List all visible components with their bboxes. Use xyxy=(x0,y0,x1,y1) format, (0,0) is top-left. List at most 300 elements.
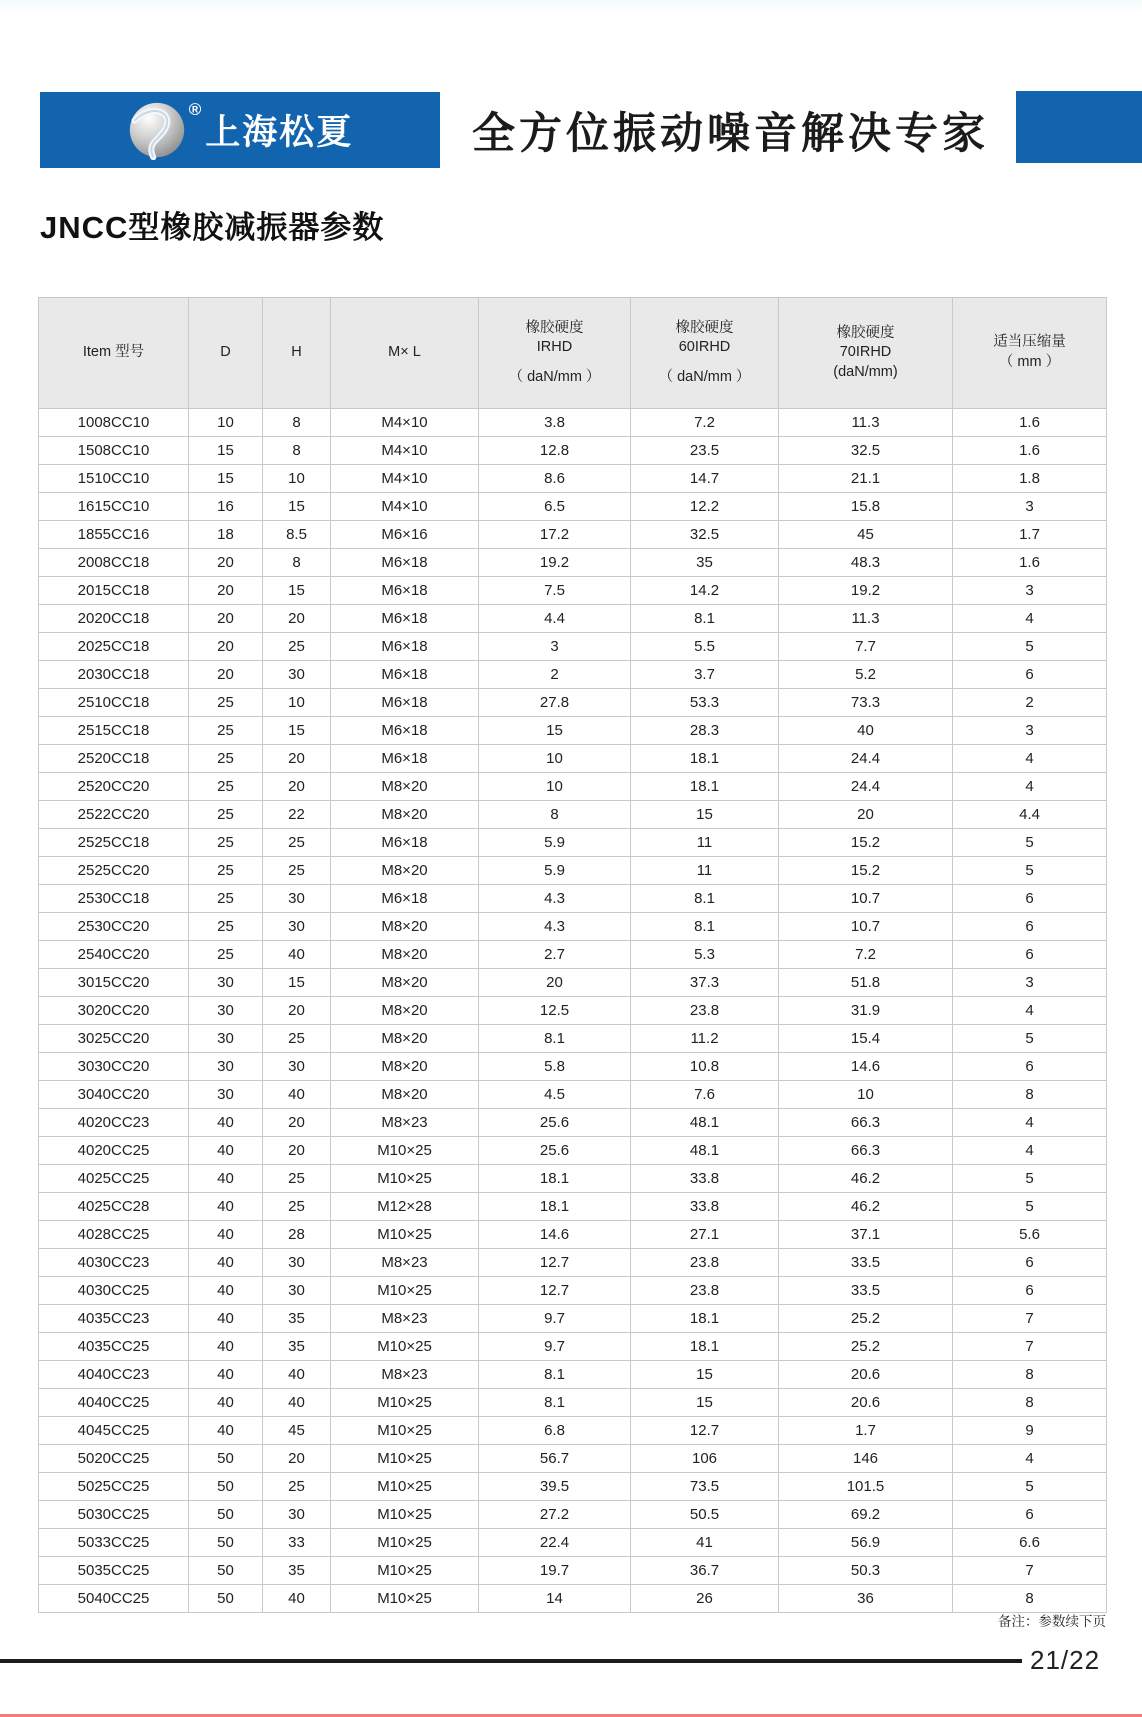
cell-irhd: 9.7 xyxy=(479,1305,631,1333)
table-row xyxy=(39,1277,1107,1305)
cell-compression: 6 xyxy=(953,1053,1107,1081)
cell-irhd: 9.7 xyxy=(479,1333,631,1361)
cell-d: 50 xyxy=(189,1557,263,1585)
cell-irhd: 3 xyxy=(479,633,631,661)
cell-h: 25 xyxy=(263,857,331,885)
cell-irhd60: 48.1 xyxy=(631,1137,779,1165)
cell-h: 30 xyxy=(263,885,331,913)
cell-d: 30 xyxy=(189,969,263,997)
cell-irhd70: 10 xyxy=(779,1081,953,1109)
cell-item: 1508CC10 xyxy=(39,437,189,465)
cell-d: 25 xyxy=(189,885,263,913)
cell-item: 1008CC10 xyxy=(39,409,189,437)
table-row xyxy=(39,829,1107,857)
cell-h: 15 xyxy=(263,969,331,997)
table-row xyxy=(39,689,1107,717)
cell-h: 30 xyxy=(263,1249,331,1277)
cell-d: 40 xyxy=(189,1333,263,1361)
cell-mxl: M4×10 xyxy=(331,465,479,493)
cell-compression: 6 xyxy=(953,913,1107,941)
cell-irhd70: 48.3 xyxy=(779,549,953,577)
cell-item: 2008CC18 xyxy=(39,549,189,577)
cell-item: 2520CC20 xyxy=(39,773,189,801)
cell-mxl: M8×20 xyxy=(331,913,479,941)
cell-item: 2530CC18 xyxy=(39,885,189,913)
cell-item: 2020CC18 xyxy=(39,605,189,633)
table-row xyxy=(39,885,1107,913)
cell-compression: 3 xyxy=(953,969,1107,997)
cell-irhd60: 26 xyxy=(631,1585,779,1613)
cell-h: 30 xyxy=(263,1053,331,1081)
cell-mxl: M10×25 xyxy=(331,1221,479,1249)
cell-irhd: 14.6 xyxy=(479,1221,631,1249)
cell-irhd70: 73.3 xyxy=(779,689,953,717)
cell-irhd60: 48.1 xyxy=(631,1109,779,1137)
cell-irhd: 4.3 xyxy=(479,885,631,913)
cell-h: 8 xyxy=(263,549,331,577)
table-row xyxy=(39,773,1107,801)
col-header-compression: 适当压缩量 （ mm ） xyxy=(953,298,1107,409)
cell-h: 40 xyxy=(263,1081,331,1109)
cell-compression: 8 xyxy=(953,1081,1107,1109)
cell-irhd: 27.8 xyxy=(479,689,631,717)
cell-d: 20 xyxy=(189,633,263,661)
cell-d: 40 xyxy=(189,1277,263,1305)
page-number: 21/22 xyxy=(1030,1645,1101,1675)
cell-h: 30 xyxy=(263,1501,331,1529)
table-row xyxy=(39,1585,1107,1613)
cell-item: 4025CC28 xyxy=(39,1193,189,1221)
cell-irhd60: 15 xyxy=(631,1361,779,1389)
table-row xyxy=(39,1221,1107,1249)
cell-h: 40 xyxy=(263,941,331,969)
cell-irhd60: 14.2 xyxy=(631,577,779,605)
cell-irhd70: 69.2 xyxy=(779,1501,953,1529)
cell-mxl: M4×10 xyxy=(331,493,479,521)
cell-compression: 4 xyxy=(953,1445,1107,1473)
cell-irhd60: 35 xyxy=(631,549,779,577)
cell-mxl: M10×25 xyxy=(331,1501,479,1529)
cell-d: 25 xyxy=(189,745,263,773)
cell-compression: 4 xyxy=(953,1109,1107,1137)
cell-irhd: 25.6 xyxy=(479,1137,631,1165)
cell-compression: 4 xyxy=(953,1137,1107,1165)
cell-mxl: M10×25 xyxy=(331,1417,479,1445)
cell-irhd60: 11 xyxy=(631,857,779,885)
brand-logo-text: 上海松夏 xyxy=(205,113,354,152)
cell-d: 25 xyxy=(189,773,263,801)
cell-mxl: M4×10 xyxy=(331,437,479,465)
table-row xyxy=(39,1109,1107,1137)
cell-irhd: 4.5 xyxy=(479,1081,631,1109)
cell-irhd: 27.2 xyxy=(479,1501,631,1529)
cell-irhd70: 36 xyxy=(779,1585,953,1613)
cell-h: 22 xyxy=(263,801,331,829)
cell-compression: 1.7 xyxy=(953,521,1107,549)
cell-irhd70: 15.2 xyxy=(779,857,953,885)
table-row xyxy=(39,409,1107,437)
parameters-table xyxy=(38,297,1107,1613)
cell-mxl: M10×25 xyxy=(331,1445,479,1473)
cell-item: 2525CC18 xyxy=(39,829,189,857)
cell-irhd70: 7.2 xyxy=(779,941,953,969)
cell-compression: 5.6 xyxy=(953,1221,1107,1249)
table-row xyxy=(39,1445,1107,1473)
cell-item: 2525CC20 xyxy=(39,857,189,885)
table-row xyxy=(39,465,1107,493)
cell-d: 25 xyxy=(189,689,263,717)
cell-compression: 8 xyxy=(953,1361,1107,1389)
cell-h: 28 xyxy=(263,1221,331,1249)
cell-irhd70: 20.6 xyxy=(779,1361,953,1389)
cell-item: 5035CC25 xyxy=(39,1557,189,1585)
cell-irhd60: 53.3 xyxy=(631,689,779,717)
cell-irhd60: 36.7 xyxy=(631,1557,779,1585)
cell-h: 25 xyxy=(263,1025,331,1053)
cell-irhd60: 7.2 xyxy=(631,409,779,437)
cell-irhd: 56.7 xyxy=(479,1445,631,1473)
cell-irhd70: 10.7 xyxy=(779,913,953,941)
cell-item: 5030CC25 xyxy=(39,1501,189,1529)
cell-mxl: M8×20 xyxy=(331,941,479,969)
cell-irhd70: 45 xyxy=(779,521,953,549)
col-header-irhd60: 橡胶硬度 60IRHD （ daN/mm ） xyxy=(631,298,779,409)
cell-d: 50 xyxy=(189,1501,263,1529)
cell-compression: 5 xyxy=(953,857,1107,885)
table-row xyxy=(39,437,1107,465)
cell-item: 4030CC23 xyxy=(39,1249,189,1277)
cell-irhd70: 25.2 xyxy=(779,1333,953,1361)
cell-mxl: M8×23 xyxy=(331,1361,479,1389)
cell-d: 25 xyxy=(189,941,263,969)
table-row xyxy=(39,493,1107,521)
cell-h: 35 xyxy=(263,1333,331,1361)
col-header-h: H xyxy=(263,298,331,409)
cell-compression: 5 xyxy=(953,1193,1107,1221)
cell-compression: 5 xyxy=(953,633,1107,661)
cell-compression: 1.6 xyxy=(953,549,1107,577)
cell-irhd: 39.5 xyxy=(479,1473,631,1501)
cell-d: 40 xyxy=(189,1165,263,1193)
cell-d: 40 xyxy=(189,1137,263,1165)
cell-d: 50 xyxy=(189,1473,263,1501)
table-row xyxy=(39,605,1107,633)
cell-h: 20 xyxy=(263,1445,331,1473)
cell-irhd70: 37.1 xyxy=(779,1221,953,1249)
cell-mxl: M6×18 xyxy=(331,885,479,913)
cell-irhd: 8.1 xyxy=(479,1389,631,1417)
brand-slogan: 全方位振动噪音解决专家 xyxy=(472,109,989,158)
cell-irhd: 20 xyxy=(479,969,631,997)
cell-irhd60: 106 xyxy=(631,1445,779,1473)
cell-d: 40 xyxy=(189,1417,263,1445)
cell-item: 4035CC23 xyxy=(39,1305,189,1333)
cell-irhd70: 66.3 xyxy=(779,1109,953,1137)
cell-h: 25 xyxy=(263,1165,331,1193)
cell-irhd60: 33.8 xyxy=(631,1193,779,1221)
cell-mxl: M10×25 xyxy=(331,1277,479,1305)
cell-compression: 9 xyxy=(953,1417,1107,1445)
cell-item: 2522CC20 xyxy=(39,801,189,829)
cell-compression: 7 xyxy=(953,1333,1107,1361)
cell-irhd70: 40 xyxy=(779,717,953,745)
cell-compression: 6 xyxy=(953,1501,1107,1529)
cell-d: 25 xyxy=(189,913,263,941)
cell-irhd: 18.1 xyxy=(479,1193,631,1221)
cell-mxl: M10×25 xyxy=(331,1557,479,1585)
cell-irhd60: 12.7 xyxy=(631,1417,779,1445)
cell-d: 20 xyxy=(189,549,263,577)
cell-irhd: 2 xyxy=(479,661,631,689)
table-row xyxy=(39,661,1107,689)
cell-irhd60: 12.2 xyxy=(631,493,779,521)
cell-item: 3040CC20 xyxy=(39,1081,189,1109)
cell-irhd60: 23.5 xyxy=(631,437,779,465)
cell-irhd70: 15.2 xyxy=(779,829,953,857)
cell-irhd70: 5.2 xyxy=(779,661,953,689)
cell-mxl: M6×18 xyxy=(331,745,479,773)
cell-mxl: M10×25 xyxy=(331,1473,479,1501)
cell-item: 5020CC25 xyxy=(39,1445,189,1473)
cell-mxl: M10×25 xyxy=(331,1333,479,1361)
cell-irhd60: 73.5 xyxy=(631,1473,779,1501)
cell-irhd70: 20.6 xyxy=(779,1389,953,1417)
cell-irhd60: 15 xyxy=(631,801,779,829)
cell-mxl: M8×23 xyxy=(331,1249,479,1277)
cell-h: 25 xyxy=(263,1193,331,1221)
cell-irhd70: 56.9 xyxy=(779,1529,953,1557)
cell-h: 15 xyxy=(263,577,331,605)
cell-irhd: 10 xyxy=(479,773,631,801)
cell-mxl: M8×20 xyxy=(331,1081,479,1109)
table-row xyxy=(39,969,1107,997)
cell-irhd70: 24.4 xyxy=(779,745,953,773)
cell-irhd70: 10.7 xyxy=(779,885,953,913)
cell-item: 4040CC23 xyxy=(39,1361,189,1389)
col-header-irhd70: 橡胶硬度 70IRHD (daN/mm) xyxy=(779,298,953,409)
table-row xyxy=(39,801,1107,829)
cell-irhd60: 18.1 xyxy=(631,773,779,801)
table-row xyxy=(39,1417,1107,1445)
cell-irhd70: 15.8 xyxy=(779,493,953,521)
cell-irhd60: 23.8 xyxy=(631,1277,779,1305)
cell-h: 30 xyxy=(263,661,331,689)
cell-irhd: 25.6 xyxy=(479,1109,631,1137)
table-row xyxy=(39,1389,1107,1417)
cell-irhd70: 101.5 xyxy=(779,1473,953,1501)
cell-irhd: 5.8 xyxy=(479,1053,631,1081)
table-row xyxy=(39,1473,1107,1501)
cell-irhd60: 23.8 xyxy=(631,997,779,1025)
cell-item: 2025CC18 xyxy=(39,633,189,661)
cell-irhd: 8.1 xyxy=(479,1025,631,1053)
table-row xyxy=(39,1137,1107,1165)
cell-compression: 1.6 xyxy=(953,409,1107,437)
cell-irhd70: 31.9 xyxy=(779,997,953,1025)
top-edge-strip xyxy=(0,0,1142,12)
cell-irhd70: 66.3 xyxy=(779,1137,953,1165)
cell-mxl: M6×18 xyxy=(331,717,479,745)
cell-compression: 6 xyxy=(953,1249,1107,1277)
cell-mxl: M6×18 xyxy=(331,549,479,577)
cell-d: 25 xyxy=(189,717,263,745)
cell-irhd70: 46.2 xyxy=(779,1165,953,1193)
cell-irhd70: 46.2 xyxy=(779,1193,953,1221)
logo-sphere-icon xyxy=(127,100,187,160)
cell-irhd60: 18.1 xyxy=(631,1305,779,1333)
cell-d: 40 xyxy=(189,1305,263,1333)
cell-item: 2515CC18 xyxy=(39,717,189,745)
cell-h: 15 xyxy=(263,717,331,745)
cell-item: 3025CC20 xyxy=(39,1025,189,1053)
cell-d: 40 xyxy=(189,1193,263,1221)
cell-irhd60: 8.1 xyxy=(631,885,779,913)
cell-compression: 4 xyxy=(953,745,1107,773)
cell-compression: 4.4 xyxy=(953,801,1107,829)
cell-item: 4025CC25 xyxy=(39,1165,189,1193)
cell-compression: 3 xyxy=(953,717,1107,745)
cell-item: 3015CC20 xyxy=(39,969,189,997)
cell-item: 1615CC10 xyxy=(39,493,189,521)
cell-irhd70: 24.4 xyxy=(779,773,953,801)
cell-irhd60: 33.8 xyxy=(631,1165,779,1193)
cell-h: 30 xyxy=(263,1277,331,1305)
cell-h: 40 xyxy=(263,1361,331,1389)
cell-mxl: M4×10 xyxy=(331,409,479,437)
cell-mxl: M6×18 xyxy=(331,829,479,857)
cell-irhd70: 15.4 xyxy=(779,1025,953,1053)
cell-mxl: M10×25 xyxy=(331,1165,479,1193)
cell-irhd70: 20 xyxy=(779,801,953,829)
cell-mxl: M8×20 xyxy=(331,801,479,829)
cell-irhd: 14 xyxy=(479,1585,631,1613)
cell-d: 40 xyxy=(189,1221,263,1249)
cell-compression: 1.6 xyxy=(953,437,1107,465)
cell-irhd70: 51.8 xyxy=(779,969,953,997)
cell-d: 30 xyxy=(189,997,263,1025)
table-row xyxy=(39,1081,1107,1109)
cell-mxl: M6×18 xyxy=(331,577,479,605)
cell-irhd: 19.2 xyxy=(479,549,631,577)
cell-compression: 5 xyxy=(953,1025,1107,1053)
cell-d: 40 xyxy=(189,1361,263,1389)
footer-note: 备注：参数续下页 xyxy=(998,1614,1106,1629)
cell-compression: 4 xyxy=(953,605,1107,633)
cell-h: 8 xyxy=(263,437,331,465)
cell-irhd: 5.9 xyxy=(479,829,631,857)
cell-compression: 4 xyxy=(953,997,1107,1025)
cell-compression: 6.6 xyxy=(953,1529,1107,1557)
cell-mxl: M8×20 xyxy=(331,1053,479,1081)
cell-item: 5040CC25 xyxy=(39,1585,189,1613)
cell-d: 10 xyxy=(189,409,263,437)
cell-irhd60: 15 xyxy=(631,1389,779,1417)
cell-irhd60: 50.5 xyxy=(631,1501,779,1529)
cell-d: 25 xyxy=(189,857,263,885)
cell-item: 4020CC23 xyxy=(39,1109,189,1137)
table-row xyxy=(39,1193,1107,1221)
cell-mxl: M6×18 xyxy=(331,633,479,661)
cell-irhd: 12.7 xyxy=(479,1249,631,1277)
cell-item: 4028CC25 xyxy=(39,1221,189,1249)
cell-irhd60: 32.5 xyxy=(631,521,779,549)
cell-compression: 2 xyxy=(953,689,1107,717)
cell-mxl: M8×20 xyxy=(331,1025,479,1053)
cell-irhd: 4.3 xyxy=(479,913,631,941)
table-row xyxy=(39,941,1107,969)
cell-compression: 7 xyxy=(953,1305,1107,1333)
col-header-d: D xyxy=(189,298,263,409)
cell-mxl: M6×16 xyxy=(331,521,479,549)
cell-irhd: 22.4 xyxy=(479,1529,631,1557)
cell-irhd60: 3.7 xyxy=(631,661,779,689)
cell-mxl: M6×18 xyxy=(331,605,479,633)
cell-h: 40 xyxy=(263,1389,331,1417)
table-row xyxy=(39,1529,1107,1557)
cell-item: 2530CC20 xyxy=(39,913,189,941)
cell-irhd60: 7.6 xyxy=(631,1081,779,1109)
cell-d: 25 xyxy=(189,829,263,857)
cell-compression: 5 xyxy=(953,1165,1107,1193)
table-row xyxy=(39,577,1107,605)
cell-mxl: M8×20 xyxy=(331,997,479,1025)
cell-irhd: 12.5 xyxy=(479,997,631,1025)
cell-irhd: 10 xyxy=(479,745,631,773)
table-row xyxy=(39,997,1107,1025)
cell-d: 15 xyxy=(189,437,263,465)
cell-item: 1855CC16 xyxy=(39,521,189,549)
cell-irhd70: 33.5 xyxy=(779,1277,953,1305)
cell-item: 3030CC20 xyxy=(39,1053,189,1081)
cell-irhd: 7.5 xyxy=(479,577,631,605)
cell-d: 40 xyxy=(189,1109,263,1137)
cell-irhd70: 19.2 xyxy=(779,577,953,605)
cell-item: 2510CC18 xyxy=(39,689,189,717)
cell-mxl: M8×20 xyxy=(331,969,479,997)
cell-item: 2540CC20 xyxy=(39,941,189,969)
cell-d: 50 xyxy=(189,1585,263,1613)
cell-h: 35 xyxy=(263,1305,331,1333)
cell-irhd: 8 xyxy=(479,801,631,829)
cell-irhd70: 25.2 xyxy=(779,1305,953,1333)
cell-irhd: 6.5 xyxy=(479,493,631,521)
cell-irhd70: 50.3 xyxy=(779,1557,953,1585)
cell-irhd60: 8.1 xyxy=(631,605,779,633)
cell-d: 40 xyxy=(189,1389,263,1417)
table-row xyxy=(39,1305,1107,1333)
cell-d: 20 xyxy=(189,605,263,633)
cell-mxl: M10×25 xyxy=(331,1137,479,1165)
cell-d: 25 xyxy=(189,801,263,829)
table-row xyxy=(39,521,1107,549)
table-row xyxy=(39,1361,1107,1389)
cell-compression: 6 xyxy=(953,1277,1107,1305)
table-body xyxy=(39,409,1107,1613)
table-row xyxy=(39,549,1107,577)
cell-compression: 3 xyxy=(953,577,1107,605)
cell-h: 20 xyxy=(263,605,331,633)
cell-irhd: 8.1 xyxy=(479,1361,631,1389)
cell-irhd60: 11.2 xyxy=(631,1025,779,1053)
cell-irhd60: 41 xyxy=(631,1529,779,1557)
cell-irhd70: 33.5 xyxy=(779,1249,953,1277)
cell-irhd70: 1.7 xyxy=(779,1417,953,1445)
cell-mxl: M6×18 xyxy=(331,661,479,689)
cell-mxl: M8×20 xyxy=(331,773,479,801)
cell-h: 33 xyxy=(263,1529,331,1557)
cell-h: 10 xyxy=(263,465,331,493)
cell-mxl: M8×23 xyxy=(331,1109,479,1137)
